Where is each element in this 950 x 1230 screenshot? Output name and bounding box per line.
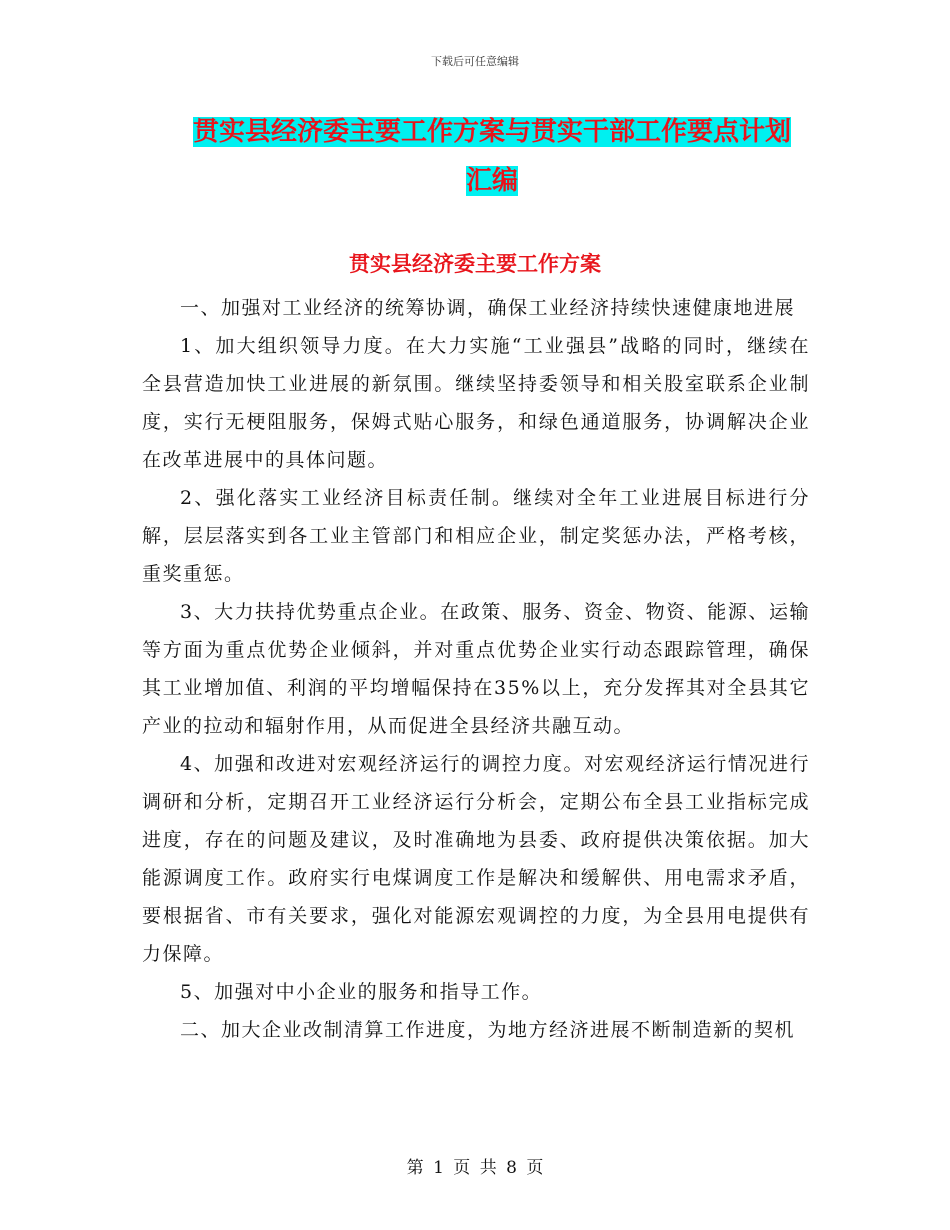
section-title: 贯实县经济委主要工作方案 [349, 252, 601, 276]
paragraph-6: 5、加强对中小企业的服务和指导工作。 [180, 981, 543, 1003]
document-body [142, 289, 810, 1049]
paragraph-3: 2、强化落实工业经济目标责任制。继续对全年工业进展目标进行分解，层层落实到各工业主管部门和相应企业，制定奖惩办法，严格考核，重奖重惩。 [142, 487, 810, 585]
paragraph-5: 4、加强和改进对宏观经济运行的调控力度。对宏观经济运行情况进行调研和分析，定期召开工业经济运行分析会，定期公布全县工业指标完成进度，存在的问题及建议，及时准确地为县委、政府提供决策依据。加大能源调度工作。政府实行电煤调度工作是解决和缓解供、用电需求矛盾，要根据省、市有关要求，强化对能源宏观调控的力度，为全县用电提供有力保障。 [142, 753, 810, 965]
page-footer: 第 1 页 共 8 页 [406, 1158, 544, 1178]
paragraph-7: 二、加大企业改制清算工作进度，为地方经济进展不断制造新的契机 [180, 1019, 796, 1041]
document-title [142, 108, 842, 206]
document-title-line-1: 贯实县经济委主要工作方案与贯实干部工作要点计划 [192, 117, 791, 147]
paragraph-4: 3、大力扶持优势重点企业。在政策、服务、资金、物资、能源、运输等方面为重点优势企业倾斜，并对重点优势企业实行动态跟踪管理，确保其工业增加值、利润的平均增幅保持在35%以上，充分发挥其对全县其它产业的拉动和辐射作用，从而促进全县经济共融互动。 [142, 601, 810, 737]
paragraph-1: 一、加强对工业经济的统筹协调，确保工业经济持续快速健康地进展 [180, 297, 796, 319]
paragraph-2: 1、加大组织领导力度。在大力实施“工业强县”战略的同时，继续在全县营造加快工业进展的新氛围。继续坚持委领导和相关股室联系企业制度，实行无梗阻服务，保姆式贴心服务，和绿色通道服务，协调解决企业在改革进展中的具体问题。 [142, 335, 810, 471]
document-title-line-2: 汇编 [465, 166, 518, 196]
header-note: 下载后可任意编辑 [431, 55, 519, 68]
